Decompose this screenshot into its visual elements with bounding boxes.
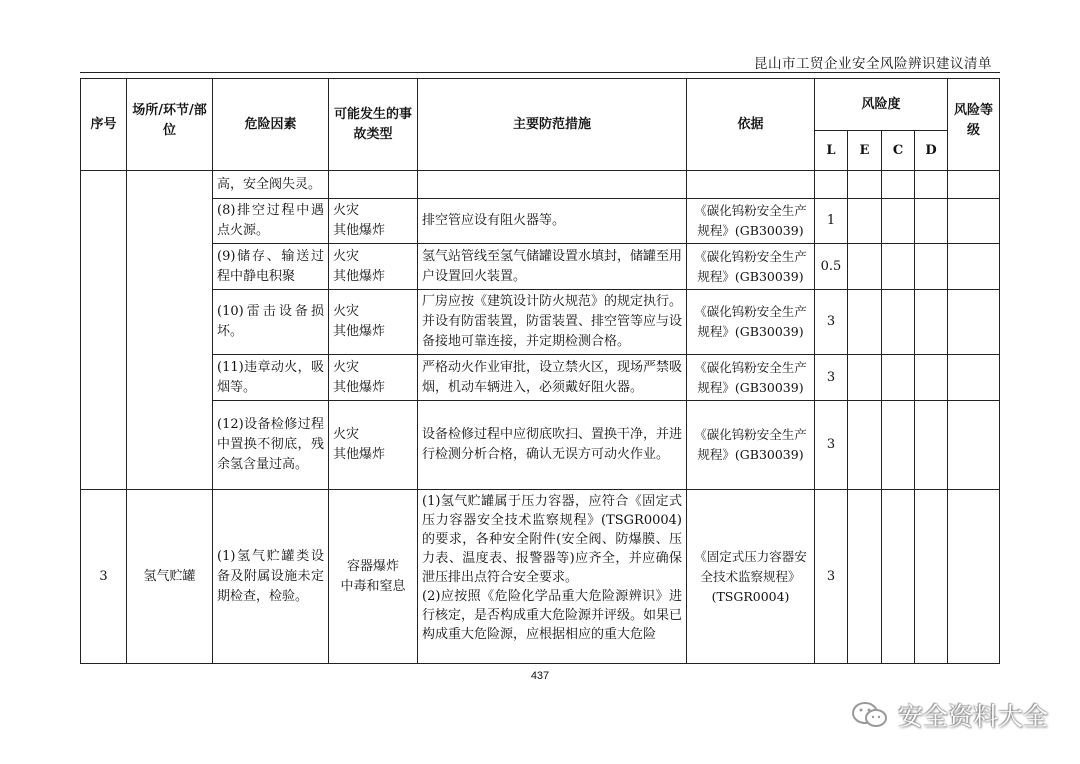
table-row [81,290,1000,355]
place-cell [127,171,213,490]
C-cell [882,199,915,244]
C-cell [882,355,915,401]
level-cell [948,290,1000,355]
accident-cell [329,171,418,199]
measures-cell: 氢气站管线至氢气储罐设置水填封，储罐至用户设置回火装置。 [418,244,687,290]
accident-cell: 火灾 其他爆炸 [329,401,418,490]
C-cell [882,244,915,290]
watermark [850,697,1048,733]
hazard-cell: (10)雷击设备损坏。 [213,290,329,355]
accident-cell: 火灾 其他爆炸 [329,244,418,290]
basis-cell [687,171,815,199]
C-cell [882,171,915,199]
L-cell: 3 [815,401,848,490]
page-number: 437 [530,670,550,682]
level-cell [948,199,1000,244]
E-cell [848,355,882,401]
place-cell: 氢气贮罐 [127,490,213,664]
C-cell [882,490,915,664]
L-cell: 3 [815,290,848,355]
header-place: 场所/环节/部位 [127,79,213,171]
D-cell [915,171,948,199]
table-row [81,171,1000,199]
header-L: L [815,131,848,171]
level-cell [948,355,1000,401]
header-risk-degree: 风险度 [815,79,948,131]
risk-table [80,78,1000,664]
E-cell [848,290,882,355]
basis-cell: 《碳化钨粉安全生产规程》(GB30039) [687,401,815,490]
basis-cell: 《碳化钨粉安全生产规程》(GB30039) [687,199,815,244]
accident-cell: 容器爆炸 中毒和窒息 [329,490,418,664]
measures-cell: 严格动火作业审批，设立禁火区，现场严禁吸烟，机动车辆进入，必须戴好阻火器。 [418,355,687,401]
C-cell [882,401,915,490]
table-row [81,199,1000,244]
basis-cell: 《固定式压力容器安全技术监察规程》(TSGR0004) [687,490,815,664]
level-cell [948,401,1000,490]
header-risk-level: 风险等级 [948,79,1000,171]
table-row-section-3 [81,490,1000,664]
measure-item-2: (2)应按照《危险化学品重大危险源辨识》进行核定，是否构成重大危险源并评级。如果已构成重大危险源，应根据相应的重大危险 [422,589,683,642]
level-cell [948,244,1000,290]
accident-cell: 火灾 其他爆炸 [329,199,418,244]
level-cell [948,171,1000,199]
header-basis: 依据 [687,79,815,171]
hazard-cell: (11)违章动火，吸烟等。 [213,355,329,401]
measures-cell: 排空管应设有阻火器等。 [418,199,687,244]
table-row [81,401,1000,490]
accident-cell: 火灾 其他爆炸 [329,290,418,355]
level-cell [948,490,1000,664]
L-cell: 0.5 [815,244,848,290]
E-cell [848,171,882,199]
D-cell [915,355,948,401]
E-cell [848,244,882,290]
D-cell [915,490,948,664]
watermark-text: 安全资料大全 [897,702,1048,731]
header-measures: 主要防范措施 [418,79,687,171]
header-E: E [848,131,882,171]
header-C: C [882,131,915,171]
E-cell [848,490,882,664]
header-row [81,79,1000,131]
D-cell [915,244,948,290]
L-cell: 1 [815,199,848,244]
measures-cell [418,490,687,664]
L-cell: 3 [815,490,848,664]
hazard-cell: (9)储存、输送过程中静电积聚 [213,244,329,290]
hazard-cell: (1)氢气贮罐类设备及附属设施未定期检查，检验。 [213,490,329,664]
D-cell [915,401,948,490]
header-accident: 可能发生的事故类型 [329,79,418,171]
D-cell [915,199,948,244]
L-cell [815,171,848,199]
E-cell [848,401,882,490]
hazard-cell: 高，安全阀失灵。 [213,171,329,199]
hazard-cell: (8)排空过程中遇点火源。 [213,199,329,244]
table-row [81,244,1000,290]
table-row [81,355,1000,401]
accident-cell: 火灾 其他爆炸 [329,355,418,401]
seq-cell [81,171,127,490]
L-cell: 3 [815,355,848,401]
D-cell [915,290,948,355]
measures-cell: 设备检修过程中应彻底吹扫、置换干净，并进行检测分析合格，确认无误方可动火作业。 [418,401,687,490]
C-cell [882,290,915,355]
hazard-cell: (12)设备检修过程中置换不彻底，残余氢含量过高。 [213,401,329,490]
E-cell [848,199,882,244]
measure-item-1: (1)氢气贮罐属于压力容器，应符合《固定式压力容器安全技术监察规程》(TSGR0004)的要求，各种安全附件(安全阀、防爆膜、压力表、温度表、报警器等)应齐全，并应确保泄压排出点符合安全要求。 [422,494,682,585]
document-title: 昆山市工贸企业安全风险辨识建议清单 [754,56,992,72]
measures-cell [418,171,687,199]
wechat-icon [850,700,890,730]
header-rule [80,72,1000,73]
header-seq: 序号 [81,79,127,171]
header-hazard: 危险因素 [213,79,329,171]
header-D: D [915,131,948,171]
basis-cell: 《碳化钨粉安全生产规程》(GB30039) [687,355,815,401]
measures-cell: 厂房应按《建筑设计防火规范》的规定执行。并设有防雷装置，防雷装置、排空管等应与设备接地可靠连接，并定期检测合格。 [418,290,687,355]
seq-cell: 3 [81,490,127,664]
basis-cell: 《碳化钨粉安全生产规程》(GB30039) [687,244,815,290]
basis-cell: 《碳化钨粉安全生产规程》(GB30039) [687,290,815,355]
